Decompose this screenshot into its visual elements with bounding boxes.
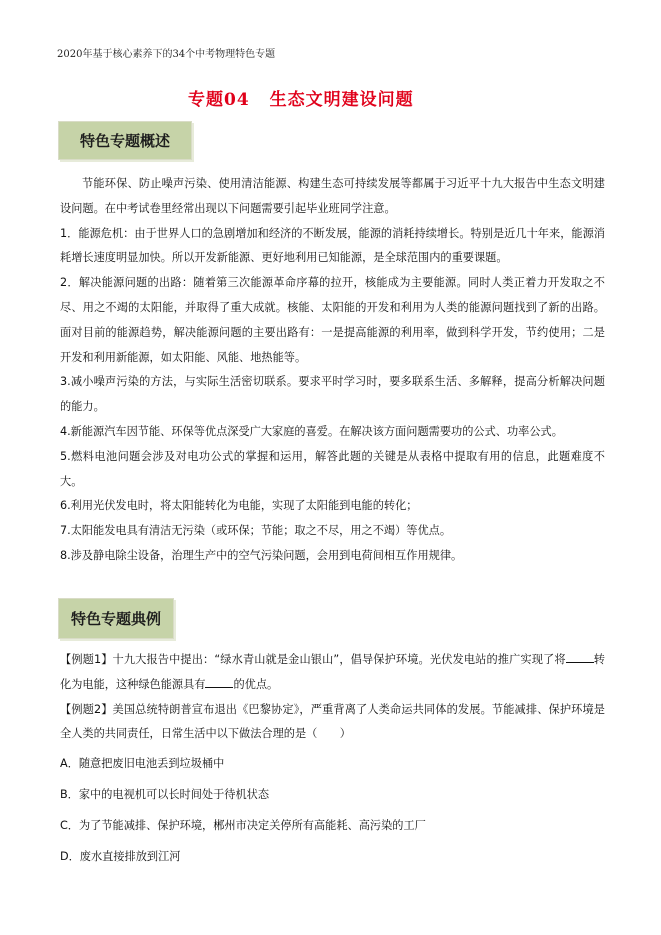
example-1-text-a: 【例题1】十九大报告中提出：“绿水青山就是金山银山”，倡导保护环境。光伏发电站的推广实现了将 <box>60 653 566 666</box>
overview-item-8: 8.涉及静电除尘设备，治理生产中的空气污染问题，会用到电荷间相互作用规律。 <box>60 548 463 562</box>
example-1-text-b: 转化为电能，这种绿色能源具有 <box>60 653 605 691</box>
topic-name: 生态文明建设问题 <box>269 90 414 110</box>
overview-intro: 节能环保、防止噪声污染、使用清洁能源、构建生态可持续发展等都属于习近平十九大报告中生态文明建设问题。在中考试卷里经常出现以下问题需要引起毕业班同学注意。 <box>60 177 605 215</box>
overview-item-4: 4.新能源汽车因节能、环保等优点深受广大家庭的喜爱。在解决该方面问题需要功的公式、功率公式。 <box>60 424 563 438</box>
example-1-text-c: 的优点。 <box>233 677 279 691</box>
section-overview-heading: 特色专题概述 <box>58 121 192 160</box>
option-b: B．家中的电视机可以长时间处于待机状态 <box>60 788 270 801</box>
example-2: 【例题2】美国总统特朗普宣布退出《巴黎协定》，严重背离了人类命运共同体的发展。节能减排、保护环境是全人类的共同责任，日常生活中以下做法合理的是（ ） <box>60 702 605 741</box>
example-1-blank-a <box>566 650 594 663</box>
overview-item-7: 7.太阳能发电具有清洁无污染（或环保；节能；取之不尽，用之不竭）等优点。 <box>60 524 452 538</box>
option-a: A．随意把废旧电池丢到垃圾桶中 <box>60 757 225 770</box>
example-2-options <box>60 748 605 872</box>
page-title <box>188 85 414 110</box>
example-1 <box>60 648 605 698</box>
example-1-blank-b <box>205 675 233 688</box>
overview-item-5: 5.燃料电池问题会涉及对电功公式的掌握和运用，解答此题的关键是从表格中提取有用的信息，此题难度不大。 <box>60 449 605 488</box>
page-header: 2020年基于核心素养下的34个中考物理特色专题 <box>57 49 276 60</box>
overview-body <box>60 172 605 569</box>
overview-item-6: 6.利用光伏发电时，将太阳能转化为电能，实现了太阳能到电能的转化； <box>60 499 418 513</box>
topic-number: 专题04 <box>188 90 250 110</box>
overview-item-2: 2．解决能源问题的出路：随着第三次能源革命序幕的拉开，核能成为主要能源。同时人类正着力开发取之不尽、用之不竭的太阳能，并取得了重大成就。核能、太阳能的开发和利用为人类的能源问题找到了新的出路。面对目前的能源趋势，解决能源问题的主要出路有：一是提高能源的利用率，做到科学开发，节约使用；二是开发和利用新能源，如太阳能、风能、地热能等。 <box>60 276 605 364</box>
overview-item-3: 3.减小噪声污染的方法，与实际生活密切联系。要求平时学习时，要多联系生活、多解释，提高分析解决问题的能力。 <box>60 375 605 414</box>
examples-body <box>60 648 605 747</box>
option-d: D．废水直接排放到江河 <box>60 850 181 863</box>
section-examples-heading: 特色专题典例 <box>58 598 174 639</box>
option-c: C．为了节能减排、保护环境，郴州市决定关停所有高能耗、高污染的工厂 <box>60 819 426 832</box>
overview-item-1: 1．能源危机：由于世界人口的急剧增加和经济的不断发展，能源的消耗持续增长。特别是近几十年来，能源消耗增长速度明显加快。所以开发新能源、更好地利用已知能源，是全球范围内的重要课题。 <box>60 226 605 265</box>
